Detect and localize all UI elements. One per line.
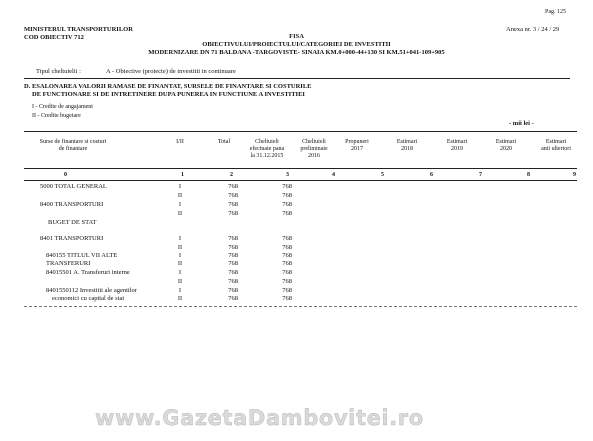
header-preliminate-line2: preliminate (300, 146, 328, 152)
section-title-line1: D. ESALONAREA VALORII RAMASE DE FINANTAT, SURSELE DE FINANTARE SI COSTURILE (24, 83, 312, 90)
row-indicator: I (178, 183, 182, 190)
row-total: 768 (228, 260, 238, 267)
col-number: 3 (286, 172, 289, 178)
col-number: 0 (64, 172, 67, 178)
row-efectuate: 768 (282, 183, 292, 190)
col-number: 7 (479, 172, 482, 178)
header-efectuate-line3: la 31.12.2015 (250, 153, 284, 159)
annex-label: Anexa nr. 3 / 24 / 29 (506, 26, 560, 33)
col-number: 2 (230, 172, 233, 178)
header-estimari-2019-line1: Estimari (446, 139, 468, 145)
watermark: www.GazetaDambovitei.ro (95, 406, 424, 430)
row-indicator: II (177, 192, 183, 199)
unit-label: - mii lei - (509, 120, 534, 127)
tip-cheltuieli-label: Tipul cheltuielii : (36, 68, 81, 75)
row-label: BUGET DE STAT (48, 219, 97, 226)
row-label: 840155 TITLUL VII ALTE (46, 252, 118, 259)
row-indicator: II (177, 278, 183, 285)
header-propuneri-line2: 2017 (351, 146, 363, 152)
header-estimari-2020-line2: 2020 (500, 146, 512, 152)
col-number: 5 (381, 172, 384, 178)
col-number: 8 (527, 172, 530, 178)
header-estimari-ulterioare-line1: Estimari (545, 139, 567, 145)
col-number: 9 (573, 172, 576, 178)
row-efectuate: 768 (282, 278, 292, 285)
col-number: 6 (430, 172, 433, 178)
header-estimari-ulterioare-line2: anii ulteriori (541, 146, 571, 152)
row-efectuate: 768 (282, 244, 292, 251)
header-total: Total (217, 139, 231, 145)
header-estimari-2018-line2: 2018 (401, 146, 413, 152)
row-total: 768 (228, 278, 238, 285)
row-efectuate: 768 (282, 295, 292, 302)
row-indicator: I (178, 252, 182, 259)
row-label: economici cu capital de stat (52, 295, 125, 302)
row-indicator: II (177, 244, 183, 251)
row-label: 8401 TRANSPORTURI (40, 235, 104, 242)
row-total: 768 (228, 235, 238, 242)
row-label: 84015501 A. Transferuri interne (46, 269, 130, 276)
header-surse-line2: de finantare (58, 146, 88, 152)
row-total: 768 (228, 244, 238, 251)
page-number: Pag. 125 (545, 9, 566, 15)
document-title: FISA (289, 33, 304, 40)
row-label: 8400 TRANSPORTURI (40, 201, 104, 208)
table-bottom-rule (24, 306, 577, 307)
legend-credite-angajament: I - Credite de angajament (32, 104, 93, 110)
row-indicator: II (177, 260, 183, 267)
row-label: TRANSFERURI (46, 260, 91, 267)
row-total: 768 (228, 269, 238, 276)
row-label: 8401550112 Investitii ale agentilor (46, 287, 137, 294)
col-number: 1 (181, 172, 184, 178)
row-efectuate: 768 (282, 260, 292, 267)
header-preliminate-line1: Cheltuieli (302, 139, 326, 145)
header-divider (24, 168, 577, 169)
row-efectuate: 768 (282, 252, 292, 259)
row-indicator: I (178, 287, 182, 294)
table-top-border (24, 131, 577, 132)
tip-cheltuieli-value: A - Obiective (proiecte) de investitii in continuare (106, 68, 236, 75)
row-indicator: I (178, 201, 182, 208)
project-name: MODERNIZARE DN 71 BALDANA -TARGOVISTE- SINAIA KM.0+000-44+130 SI KM.51+041-109+905 (148, 49, 445, 56)
header-estimari-2019-line2: 2019 (451, 146, 463, 152)
row-efectuate: 768 (282, 210, 292, 217)
row-efectuate: 768 (282, 287, 292, 294)
header-efectuate-line1: Cheltuieli (255, 139, 279, 145)
row-indicator: I (178, 269, 182, 276)
header-surse-line1: Surse de finantare si costuri (39, 139, 107, 145)
section-title-line2: DE FUNCTIONARE SI DE INTRETINERE DUPA PUNEREA IN FUNCTIUNE A INVESTITIEI (32, 91, 305, 98)
document-subtitle: OBIECTIVULUI/PROIECTULUI/CATEGORIEI DE INVESTITII (202, 41, 391, 48)
cod-obiectiv: COD OBIECTIV 712 (24, 34, 84, 41)
row-total: 768 (228, 201, 238, 208)
header-efectuate-line2: efectuate pana (249, 146, 285, 152)
row-total: 768 (228, 252, 238, 259)
ministry-name: MINISTERUL TRANSPORTURILOR (24, 26, 133, 33)
row-total: 768 (228, 295, 238, 302)
divider (24, 78, 570, 79)
row-total: 768 (228, 287, 238, 294)
header-preliminate-line3: 2016 (308, 153, 320, 159)
row-total: 768 (228, 192, 238, 199)
row-label: 5000 TOTAL GENERAL (40, 183, 107, 190)
header-estimari-2020-line1: Estimari (495, 139, 517, 145)
row-efectuate: 768 (282, 201, 292, 208)
legend-credite-bugetare: II - Credite bugetare (32, 113, 81, 119)
row-efectuate: 768 (282, 192, 292, 199)
header-propuneri-line1: Propuneri (345, 139, 369, 145)
row-efectuate: 768 (282, 235, 292, 242)
col-number: 4 (332, 172, 335, 178)
row-efectuate: 768 (282, 269, 292, 276)
header-estimari-2018-line1: Estimari (396, 139, 418, 145)
header-i-ii: I/II (176, 139, 184, 145)
row-total: 768 (228, 183, 238, 190)
row-total: 768 (228, 210, 238, 217)
row-indicator: II (177, 295, 183, 302)
column-number-divider (24, 180, 577, 181)
row-indicator: I (178, 235, 182, 242)
row-indicator: II (177, 210, 183, 217)
